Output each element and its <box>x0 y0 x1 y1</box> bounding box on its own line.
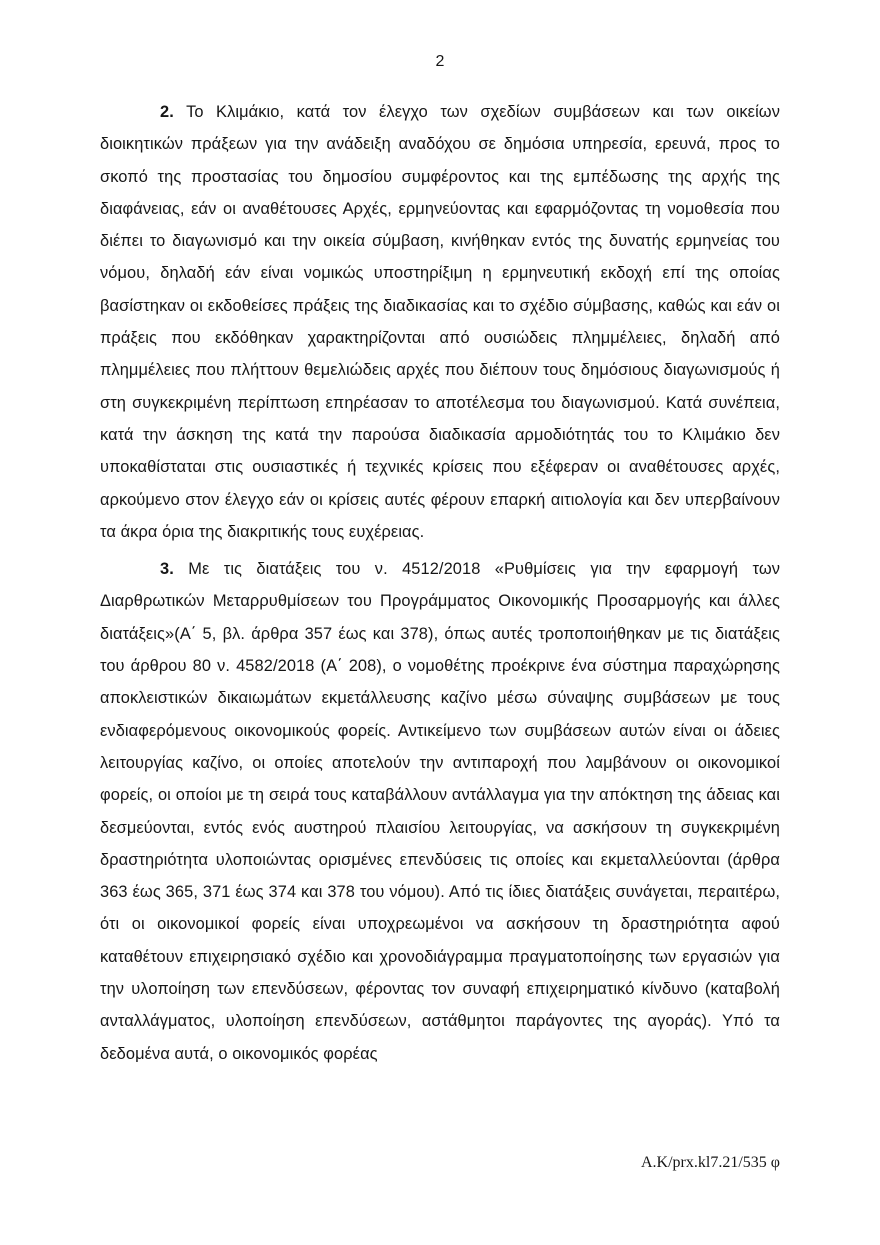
body-paragraph <box>100 553 780 1070</box>
paragraph-text: Με τις διατάξεις του ν. 4512/2018 «Ρυθμίσεις για την εφαρμογή των Διαρθρωτικών Μεταρρυθμίσεων του Προγράμματος Οικονομικής Προσαρμογής και άλλες διατάξεις»(Α΄ 5, βλ. άρθρα 357 έως και 378), όπως αυτές τροποποιήθηκαν με τις διατάξεις του άρθρου 80 ν. 4582/2018 (Α΄ 208), ο νομοθέτης προέκρινε ένα σύστημα παραχώρησης αποκλειστικών δικαιωμάτων εκμετάλλευσης καζίνο μέσω σύναψης συμβάσεων με τους ενδιαφερόμενους οικονομικούς φορείς. Αντικείμενο των συμβάσεων αυτών είναι οι άδειες λειτουργίας καζίνο, οι οποίες αποτελούν την αντιπαροχή που λαμβάνουν οι οικονομικοί φορείς, οι οποίοι με τη σειρά τους καταβάλλουν αντάλλαγμα για την απόκτηση της άδειας και δεσμεύονται, εντός ενός αυστηρού πλαισίου λειτουργίας, να ασκήσουν τη συγκεκριμένη δραστηριότητα υλοποιώντας ορισμένες επενδύσεις τις οποίες και εκμεταλλεύονται (άρθρα 363 έως 365, 371 έως 374 και 378 του νόμου). Από τις ίδιες διατάξεις συνάγεται, περαιτέρω, ότι οι οικονομικοί φορείς είναι υποχρεωμένοι να ασκήσουν τη δραστηριότητα αφού καταθέτουν επιχειρησιακό σχέδιο και χρονοδιάγραμμα πραγματοποίησης των εργασιών για την υλοποίηση των επενδύσεων, φέροντας τον συναφή επιχειρηματικό κίνδυνο (καταβολή ανταλλάγματος, υλοποίηση επενδύσεων, αστάθμητοι παράγοντες της αγοράς). Υπό τα δεδομένα αυτά, ο οικονομικός φορέας <box>100 560 781 1063</box>
document-body <box>100 96 780 1075</box>
page-number: 2 <box>435 53 445 70</box>
footer-reference: Α.Κ/prx.kl7.21/535 φ <box>640 1154 780 1171</box>
body-paragraph <box>100 96 780 548</box>
paragraph-number: 2. <box>160 103 174 121</box>
paragraph-text: Το Κλιμάκιο, κατά τον έλεγχο των σχεδίων συμβάσεων και των οικείων διοικητικών πράξεων για την ανάδειξη αναδόχου σε δημόσια υπηρεσία, ερευνά, προς το σκοπό της προστασίας του δημοσίου συμφέροντος και της εμπέδωσης της αρχής της διαφάνειας, εάν οι αναθέτουσες Αρχές, ερμηνεύοντας και εφαρμόζοντας τη νομοθεσία που διέπει το διαγωνισμό και την οικεία σύμβαση, κινήθηκαν εντός της δυνατής ερμηνείας του νόμου, δηλαδή εάν είναι νομικώς υποστηρίξιμη η ερμηνευτική εκδοχή επί της οποίας βασίστηκαν οι εκδοθείσες πράξεις της διαδικασίας και το σχέδιο σύμβασης, καθώς και εάν οι πράξεις που εκδόθηκαν χαρακτηρίζονται από ουσιώδεις πλημμέλειες, δηλαδή από πλημμέλειες που πλήττουν θεμελιώδεις αρχές που διέπουν τους δημόσιους διαγωνισμούς ή στη συγκεκριμένη περίπτωση επηρέασαν το αποτέλεσμα του διαγωνισμού. Κατά συνέπεια, κατά την άσκηση της κατά την παρούσα διαδικασία αρμοδιότητάς του το Κλιμάκιο δεν υποκαθίσταται στις ουσιαστικές ή τεχνικές κρίσεις που εξέφεραν οι αναθέτουσες αρχές, αρκούμενο στον έλεγχο εάν οι κρίσεις αυτές φέρουν επαρκή αιτιολογία και δεν υπερβαίνουν τα άκρα όρια της διακριτικής τους ευχέρειας. <box>100 103 781 541</box>
paragraph-number: 3. <box>160 560 174 579</box>
